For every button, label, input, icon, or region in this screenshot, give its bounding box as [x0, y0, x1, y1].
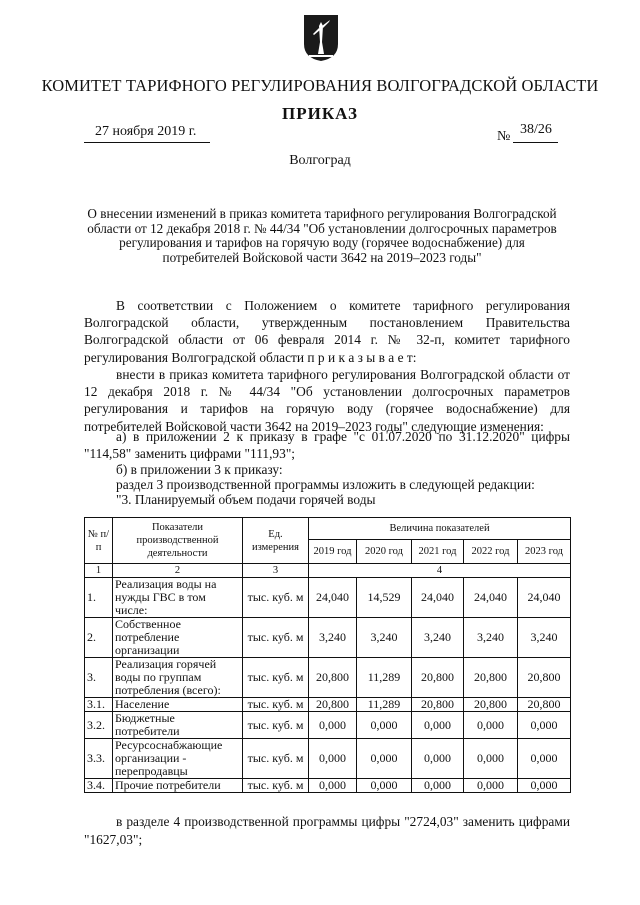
- date-underline: [84, 142, 210, 143]
- row-number: 3.4.: [85, 779, 113, 793]
- order-subject: О внесении изменений в приказ комитета тарифного регулирования Волгоградской области от 12 декабря 2018 г. № 44/34 "Об установлении долгосрочных параметров регулирования и тарифов на горячую воду (горячее водоснабжение) для потребителей Войсковой части 3642 на 2019–2023 годы": [87, 206, 557, 265]
- row-value: 20,800: [412, 658, 464, 698]
- row-value: 0,000: [412, 712, 464, 739]
- row-value: 24,040: [518, 578, 571, 618]
- row-value: 14,529: [357, 578, 412, 618]
- header-year: 2021 год: [412, 540, 464, 564]
- row-unit: тыс. куб. м: [243, 578, 309, 618]
- document-type-title: ПРИКАЗ: [282, 104, 358, 123]
- table-row: [85, 618, 571, 658]
- row-value: 3,240: [518, 618, 571, 658]
- row-unit: тыс. куб. м: [243, 779, 309, 793]
- table-row: [85, 739, 571, 779]
- header-num: № п/п: [85, 518, 113, 564]
- index-cell: 3: [243, 564, 309, 578]
- item-a-paragraph: а) в приложении 2 к приказу в графе "с 01.07.2020 по 31.12.2020" цифры "114,58" заменить цифрами "111,93";: [84, 429, 570, 462]
- row-value: 0,000: [357, 779, 412, 793]
- row-value: 0,000: [518, 712, 571, 739]
- row-value: 20,800: [464, 698, 518, 712]
- row-value: 0,000: [357, 712, 412, 739]
- city-name: Волгоград: [289, 153, 351, 168]
- row-number: 1.: [85, 578, 113, 618]
- row-value: 0,000: [309, 712, 357, 739]
- row-number: 3.1.: [85, 698, 113, 712]
- row-value: 3,240: [309, 618, 357, 658]
- table-row: [85, 578, 571, 618]
- index-cell: 4: [309, 564, 571, 578]
- row-number: 3.2.: [85, 712, 113, 739]
- row-unit: тыс. куб. м: [243, 698, 309, 712]
- row-value: 24,040: [309, 578, 357, 618]
- row-value: 24,040: [464, 578, 518, 618]
- row-value: 3,240: [357, 618, 412, 658]
- row-indicator: Прочие потребители: [113, 779, 243, 793]
- row-value: 20,800: [518, 658, 571, 698]
- row-value: 0,000: [412, 739, 464, 779]
- row-value: 0,000: [464, 779, 518, 793]
- row-indicator: Реализация горячей воды по группам потребления (всего):: [113, 658, 243, 698]
- row-indicator: Ресурсоснабжающие организации - перепродавцы: [113, 739, 243, 779]
- row-value: 0,000: [309, 779, 357, 793]
- row-value: 0,000: [518, 779, 571, 793]
- header-year: 2022 год: [464, 540, 518, 564]
- coat-of-arms-emblem: [303, 14, 339, 62]
- row-unit: тыс. куб. м: [243, 712, 309, 739]
- item-1-paragraph: внести в приказ комитета тарифного регулирования Волгоградской области от 12 декабря 2018 г. № 44/34 "Об установлении долгосрочных параметров регулирования и тарифов на горячую воду (горячее водоснабжение) для потребителей Войсковой части 3642 на 2019–2023 годы" следующие изменения:: [84, 367, 570, 434]
- number-sign: №: [497, 129, 511, 144]
- item-b-paragraph: б) в приложении 3 к приказу:: [116, 462, 283, 477]
- preamble-paragraph: В соответствии с Положением о комитете тарифного регулирования Волгоградской области, утвержденным постановлением Правительства Волгоградской области от 06 февраля 2014 г. № 32-п, комитет тарифного регулирования Волгоградской области п р и к а з ы в а е т:: [84, 298, 570, 365]
- table-row: [85, 698, 571, 712]
- row-indicator: Собственное потребление организации: [113, 618, 243, 658]
- row-value: 3,240: [412, 618, 464, 658]
- row-indicator: Бюджетные потребители: [113, 712, 243, 739]
- row-value: 20,800: [309, 698, 357, 712]
- row-value: 24,040: [412, 578, 464, 618]
- row-value: 0,000: [412, 779, 464, 793]
- section-3-heading-quote: "3. Планируемый объем подачи горячей воды: [116, 492, 376, 507]
- row-unit: тыс. куб. м: [243, 739, 309, 779]
- index-cell: 2: [113, 564, 243, 578]
- row-indicator: Реализация воды на нужды ГВС в том числе:: [113, 578, 243, 618]
- row-value: 0,000: [309, 739, 357, 779]
- table-row: [85, 712, 571, 739]
- row-number: 3.: [85, 658, 113, 698]
- row-value: 20,800: [464, 658, 518, 698]
- section-3-instruction: раздел 3 производственной программы изложить в следующей редакции:: [116, 477, 535, 492]
- row-value: 20,800: [309, 658, 357, 698]
- row-value: 11,289: [357, 658, 412, 698]
- header-unit: Ед. измерения: [243, 518, 309, 564]
- row-value: 3,240: [464, 618, 518, 658]
- row-value: 0,000: [518, 739, 571, 779]
- number-underline: [513, 142, 558, 143]
- row-value: 20,800: [518, 698, 571, 712]
- row-indicator: Население: [113, 698, 243, 712]
- row-number: 3.3.: [85, 739, 113, 779]
- row-value: 20,800: [412, 698, 464, 712]
- row-value: 11,289: [357, 698, 412, 712]
- order-number: 38/26: [520, 122, 552, 137]
- header-values-group: Величина показателей: [309, 518, 571, 540]
- header-year: 2019 год: [309, 540, 357, 564]
- row-unit: тыс. куб. м: [243, 658, 309, 698]
- committee-name: КОМИТЕТ ТАРИФНОГО РЕГУЛИРОВАНИЯ ВОЛГОГРАДСКОЙ ОБЛАСТИ: [41, 76, 599, 95]
- row-value: 0,000: [357, 739, 412, 779]
- section-4-paragraph: в разделе 4 производственной программы цифры "2724,03" заменить цифрами "1627,03";: [84, 814, 570, 847]
- header-indicator: Показатели производственной деятельности: [113, 518, 243, 564]
- table-row: [85, 658, 571, 698]
- table-row: [85, 779, 571, 793]
- row-number: 2.: [85, 618, 113, 658]
- order-date: 27 ноября 2019 г.: [95, 124, 197, 139]
- row-value: 0,000: [464, 739, 518, 779]
- water-volume-table: [84, 517, 571, 793]
- index-cell: 1: [85, 564, 113, 578]
- row-unit: тыс. куб. м: [243, 618, 309, 658]
- header-year: 2020 год: [357, 540, 412, 564]
- header-year: 2023 год: [518, 540, 571, 564]
- row-value: 0,000: [464, 712, 518, 739]
